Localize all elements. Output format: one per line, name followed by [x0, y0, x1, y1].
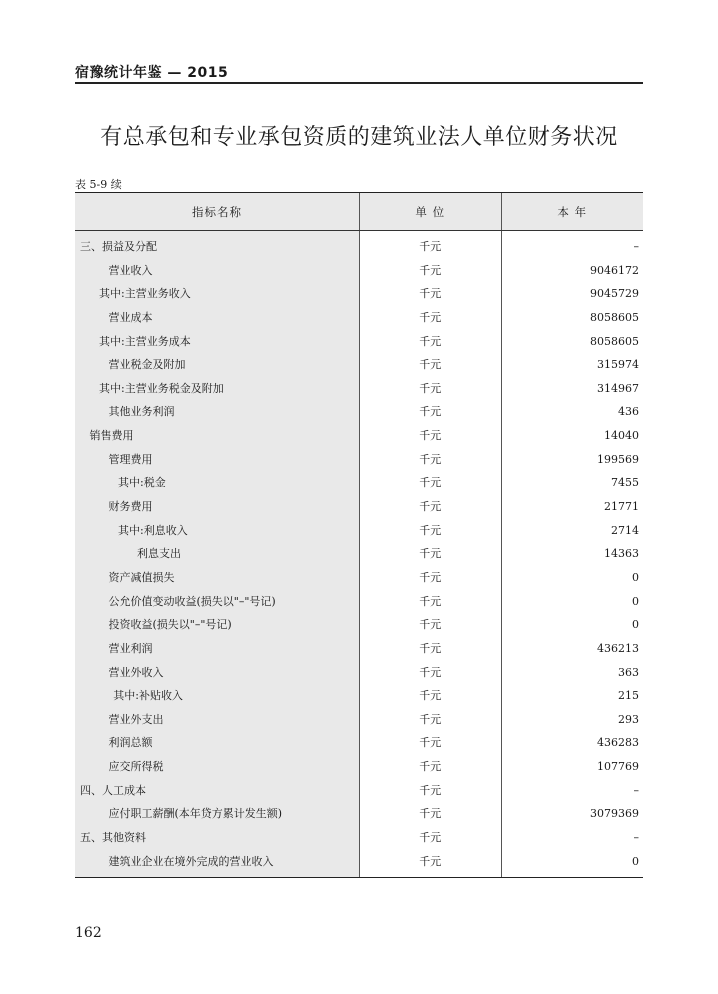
row-value: 0	[632, 594, 639, 608]
row-label: 管理费用	[108, 452, 153, 466]
row-unit: 千元	[419, 500, 442, 514]
row-unit: 千元	[419, 807, 442, 821]
row-value: –	[633, 240, 639, 253]
row-value: 436283	[597, 736, 639, 750]
table-header	[75, 193, 643, 231]
header-rule	[75, 82, 643, 84]
row-label: 其中:主营业务成本	[99, 334, 191, 348]
unit-column	[359, 231, 501, 877]
row-label: 营业外支出	[108, 712, 164, 726]
row-unit: 千元	[419, 570, 442, 584]
row-unit: 千元	[419, 240, 442, 253]
row-label: 投资收益(损失以"–"号记)	[108, 618, 232, 632]
row-label: 其中:利息收入	[118, 523, 188, 537]
row-unit: 千元	[419, 665, 442, 679]
row-value: 215	[618, 689, 639, 703]
row-unit: 千元	[419, 712, 442, 726]
row-label: 营业利润	[108, 641, 153, 655]
row-unit: 千元	[419, 618, 442, 632]
name-column	[75, 231, 359, 877]
row-value: 436	[618, 405, 639, 419]
row-label: 应交所得税	[108, 760, 164, 774]
row-unit: 千元	[419, 381, 442, 395]
row-unit: 千元	[419, 334, 442, 348]
row-label: 营业成本	[108, 310, 153, 324]
row-unit: 千元	[419, 452, 442, 466]
row-label: 其他业务利润	[108, 405, 175, 419]
row-label: 五、其他资料	[80, 831, 146, 845]
column-header-name: 指标名称	[192, 204, 242, 219]
row-unit: 千元	[419, 263, 442, 277]
row-unit: 千元	[419, 523, 442, 537]
row-label: 利息支出	[137, 547, 181, 561]
row-value: 0	[632, 618, 639, 632]
row-label: 营业税金及附加	[108, 358, 186, 372]
row-value: 21771	[604, 500, 639, 514]
column-header-value: 本 年	[501, 193, 644, 230]
row-value: 363	[618, 665, 639, 679]
row-value: –	[633, 831, 639, 845]
row-value: 9045729	[590, 287, 639, 301]
row-value: 107769	[597, 760, 639, 774]
row-value: 14363	[604, 547, 639, 561]
row-value: 0	[632, 570, 639, 584]
row-label: 其中:主营业务收入	[99, 287, 191, 301]
row-label: 资产减值损失	[108, 570, 175, 584]
page-title: 有总承包和专业承包资质的建筑业法人单位财务状况	[100, 125, 618, 150]
row-value: 436213	[597, 641, 639, 655]
column-header-unit: 单 位	[359, 193, 501, 230]
row-value: 2714	[611, 523, 639, 537]
row-value: 0	[632, 854, 639, 868]
row-label: 三、损益及分配	[80, 240, 157, 253]
row-value: 293	[618, 712, 639, 726]
row-label: 四、人工成本	[80, 783, 146, 797]
value-column	[501, 231, 644, 877]
row-value: 14040	[604, 429, 639, 443]
row-value: 9046172	[590, 263, 639, 277]
row-label: 其中:税金	[118, 476, 166, 490]
page-number: 162	[75, 925, 102, 941]
row-value: 315974	[597, 358, 639, 372]
running-header: 宿豫统计年鉴 — 2015	[75, 65, 229, 81]
row-label: 营业外收入	[108, 665, 164, 679]
row-unit: 千元	[419, 429, 442, 443]
row-unit: 千元	[419, 831, 442, 845]
row-unit: 千元	[419, 783, 442, 797]
row-label: 财务费用	[108, 500, 153, 514]
row-label: 营业收入	[108, 263, 153, 277]
row-unit: 千元	[419, 287, 442, 301]
row-value: 3079369	[590, 807, 639, 821]
row-label: 其中:补贴收入	[113, 689, 183, 703]
row-unit: 千元	[419, 594, 442, 608]
row-unit: 千元	[419, 760, 442, 774]
row-unit: 千元	[419, 405, 442, 419]
row-unit: 千元	[419, 854, 442, 868]
row-label: 应付职工薪酬(本年贷方累计发生额)	[108, 807, 283, 821]
row-unit: 千元	[419, 736, 442, 750]
table-label: 表 5-9 续	[75, 178, 122, 191]
row-value: 8058605	[590, 334, 639, 348]
row-label: 利润总额	[108, 736, 153, 750]
row-label: 建筑业企业在境外完成的营业收入	[108, 854, 274, 868]
row-value: 314967	[597, 381, 639, 395]
row-unit: 千元	[419, 476, 442, 490]
data-table	[75, 192, 643, 878]
row-unit: 千元	[419, 547, 442, 561]
row-label: 其中:主营业务税金及附加	[99, 381, 224, 395]
row-value: 199569	[597, 452, 639, 466]
row-label: 销售费用	[89, 429, 134, 443]
row-value: –	[633, 783, 639, 797]
row-unit: 千元	[419, 310, 442, 324]
row-value: 7455	[611, 476, 639, 490]
row-label: 公允价值变动收益(损失以"–"号记)	[108, 594, 276, 608]
row-unit: 千元	[419, 641, 442, 655]
row-unit: 千元	[419, 689, 442, 703]
row-unit: 千元	[419, 358, 442, 372]
table-body	[75, 231, 643, 877]
row-value: 8058605	[590, 310, 639, 324]
